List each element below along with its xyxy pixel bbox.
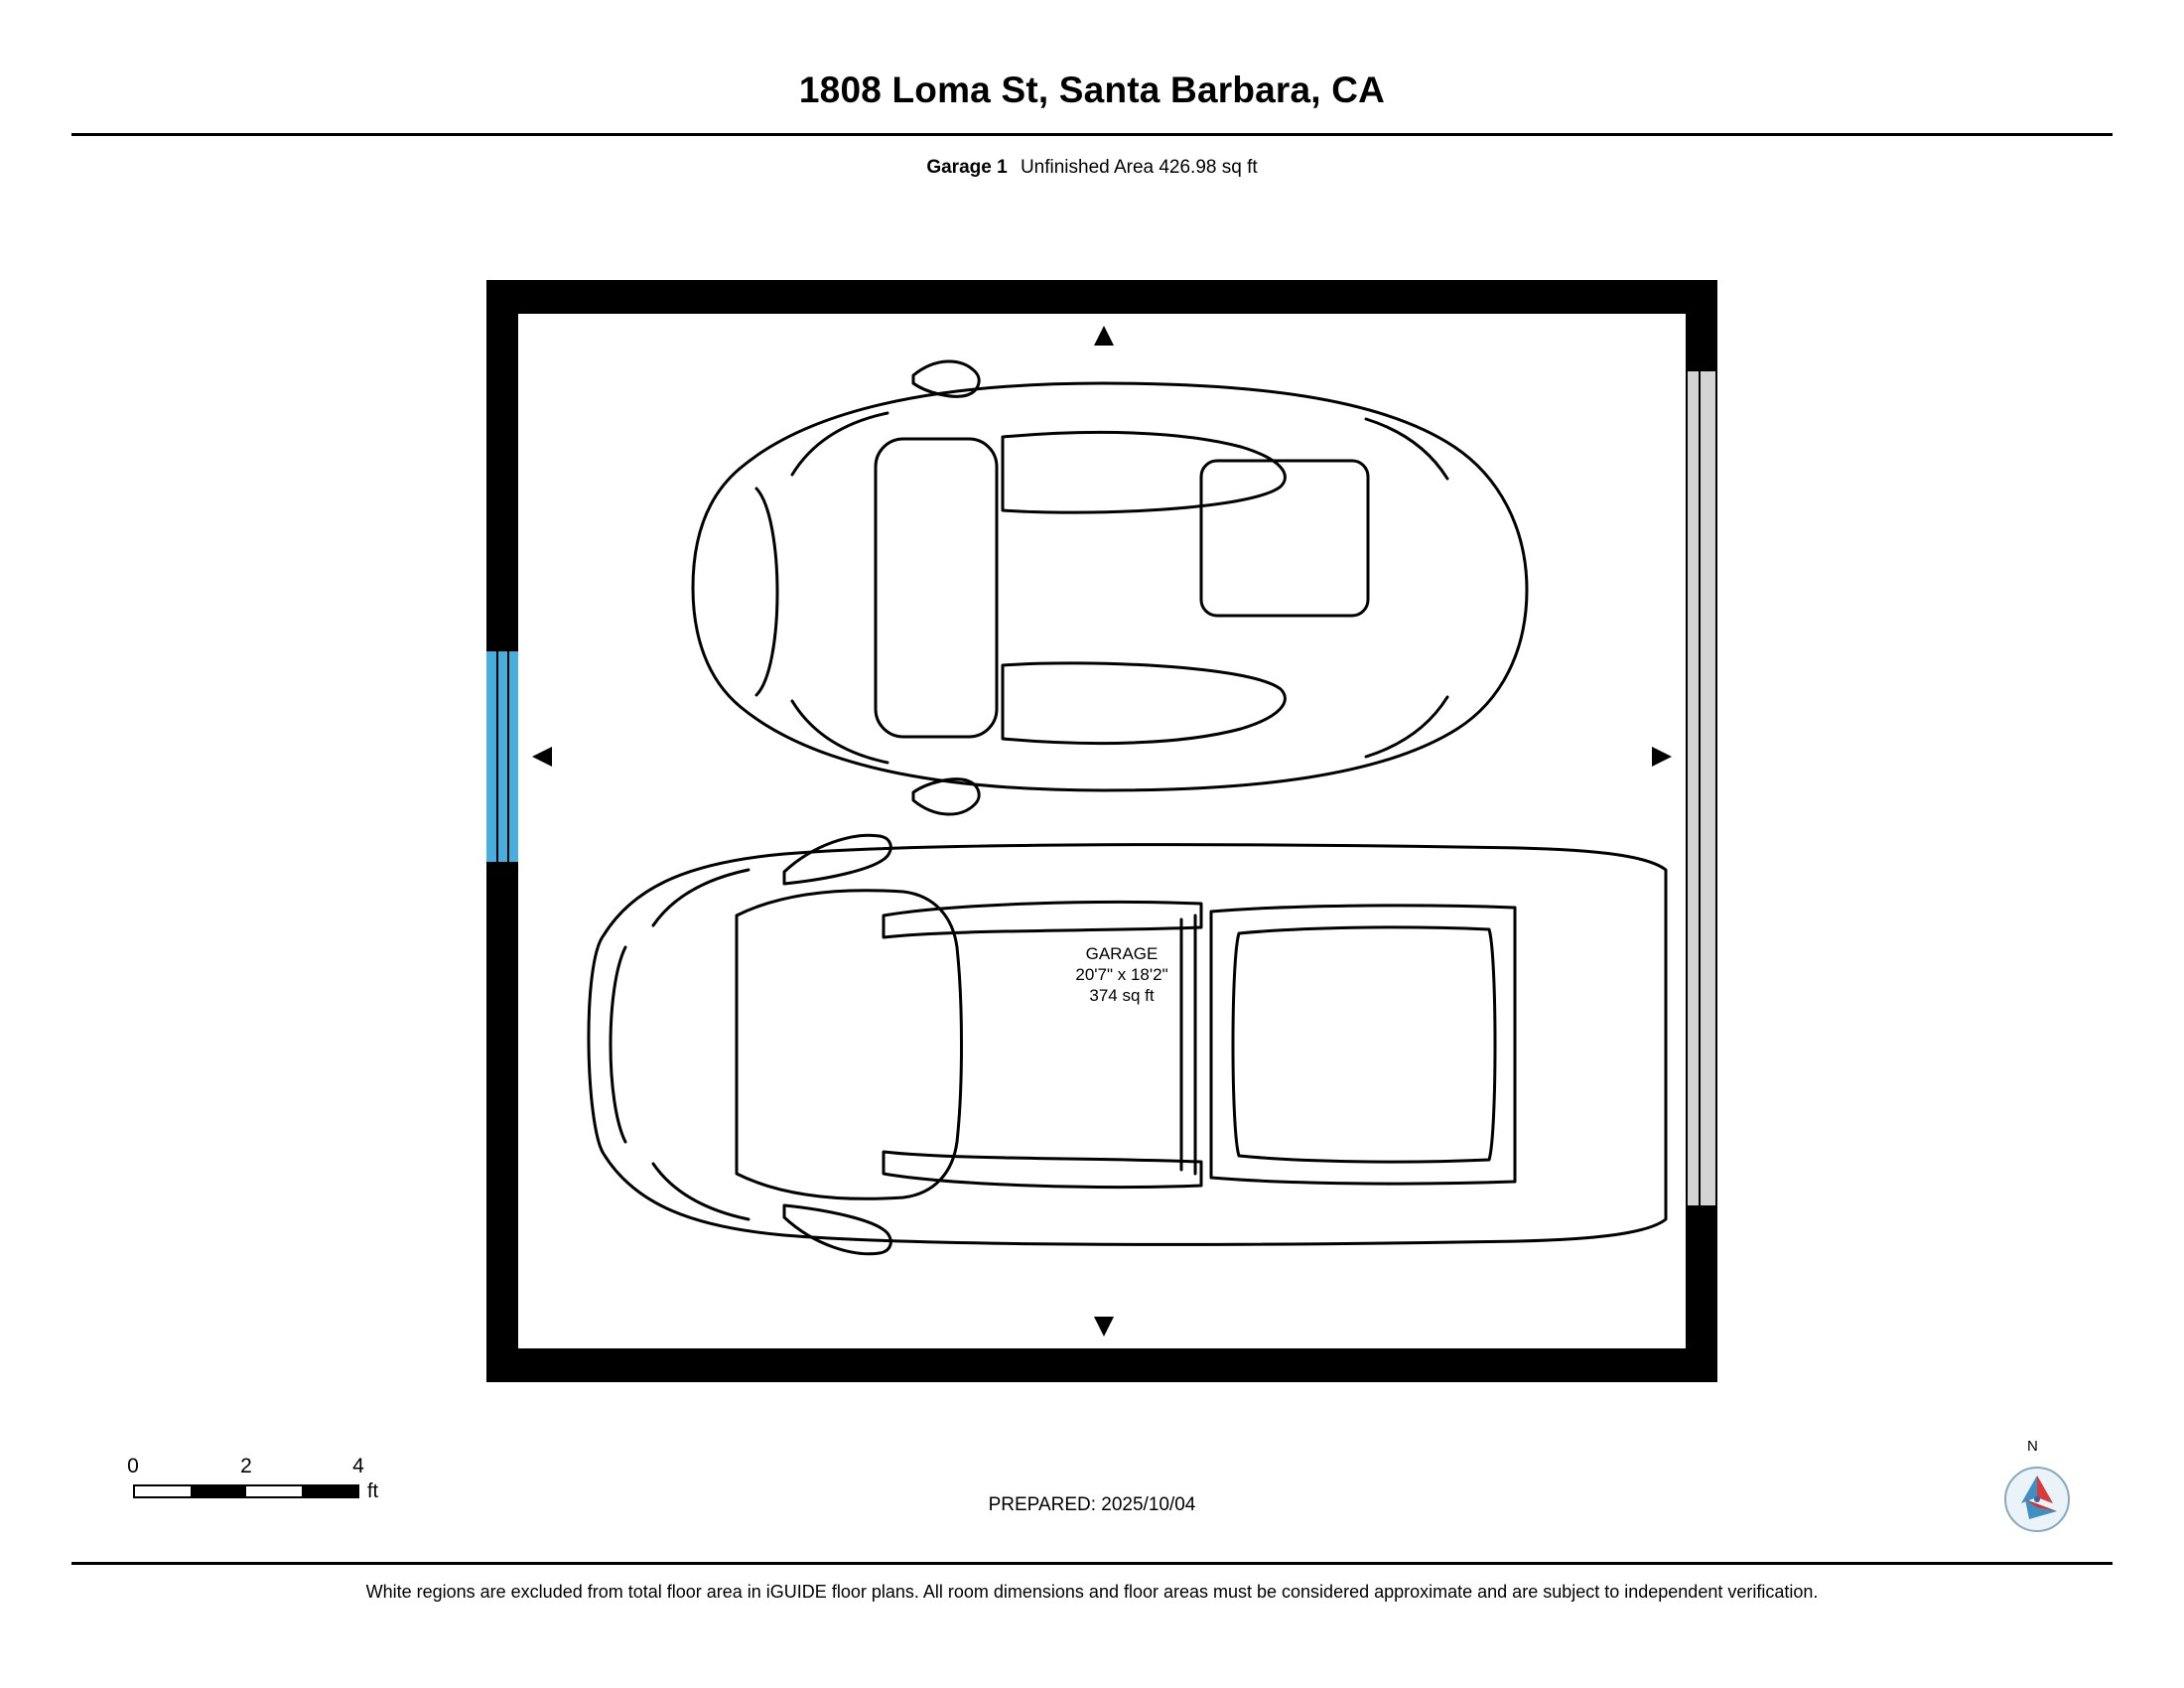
room-name: GARAGE xyxy=(1085,944,1159,963)
footer-disclaimer: White regions are excluded from total floor area in iGUIDE floor plans. All room dimensions and floor areas must be considered approximate and are subject to independent verification. xyxy=(365,1582,1819,1602)
compass-north-label: N xyxy=(2027,1438,2038,1455)
scale-tick-0: 0 xyxy=(127,1455,139,1477)
level-label: Garage 1 xyxy=(926,157,1008,178)
scale-bar-ticks xyxy=(117,1455,365,1478)
room-dimensions: 20'7" x 18'2" xyxy=(1075,965,1168,984)
scale-unit-label: ft xyxy=(367,1480,379,1502)
plan-subtitle xyxy=(0,157,2184,179)
room-label-garage xyxy=(1037,943,1206,1006)
area-label: Unfinished Area 426.98 sq ft xyxy=(1020,157,1258,178)
exterior-walls xyxy=(486,280,1717,1382)
prepared-date: PREPARED: 2025/10/04 xyxy=(988,1494,1196,1515)
floor-plan xyxy=(486,280,1717,1382)
scale-tick-2: 2 xyxy=(240,1455,252,1477)
compass-rose xyxy=(1985,1438,2095,1547)
footer-divider xyxy=(71,1562,2113,1565)
window-right xyxy=(1686,371,1717,1205)
page-title: 1808 Loma St, Santa Barbara, CA xyxy=(798,70,1386,110)
garage-door-left xyxy=(486,649,518,864)
scale-tick-4: 4 xyxy=(352,1455,364,1477)
compass-icon xyxy=(1985,1438,2095,1547)
room-area: 374 sq ft xyxy=(1089,986,1155,1005)
floor-plan-svg xyxy=(486,280,1717,1382)
title-divider xyxy=(71,133,2113,136)
